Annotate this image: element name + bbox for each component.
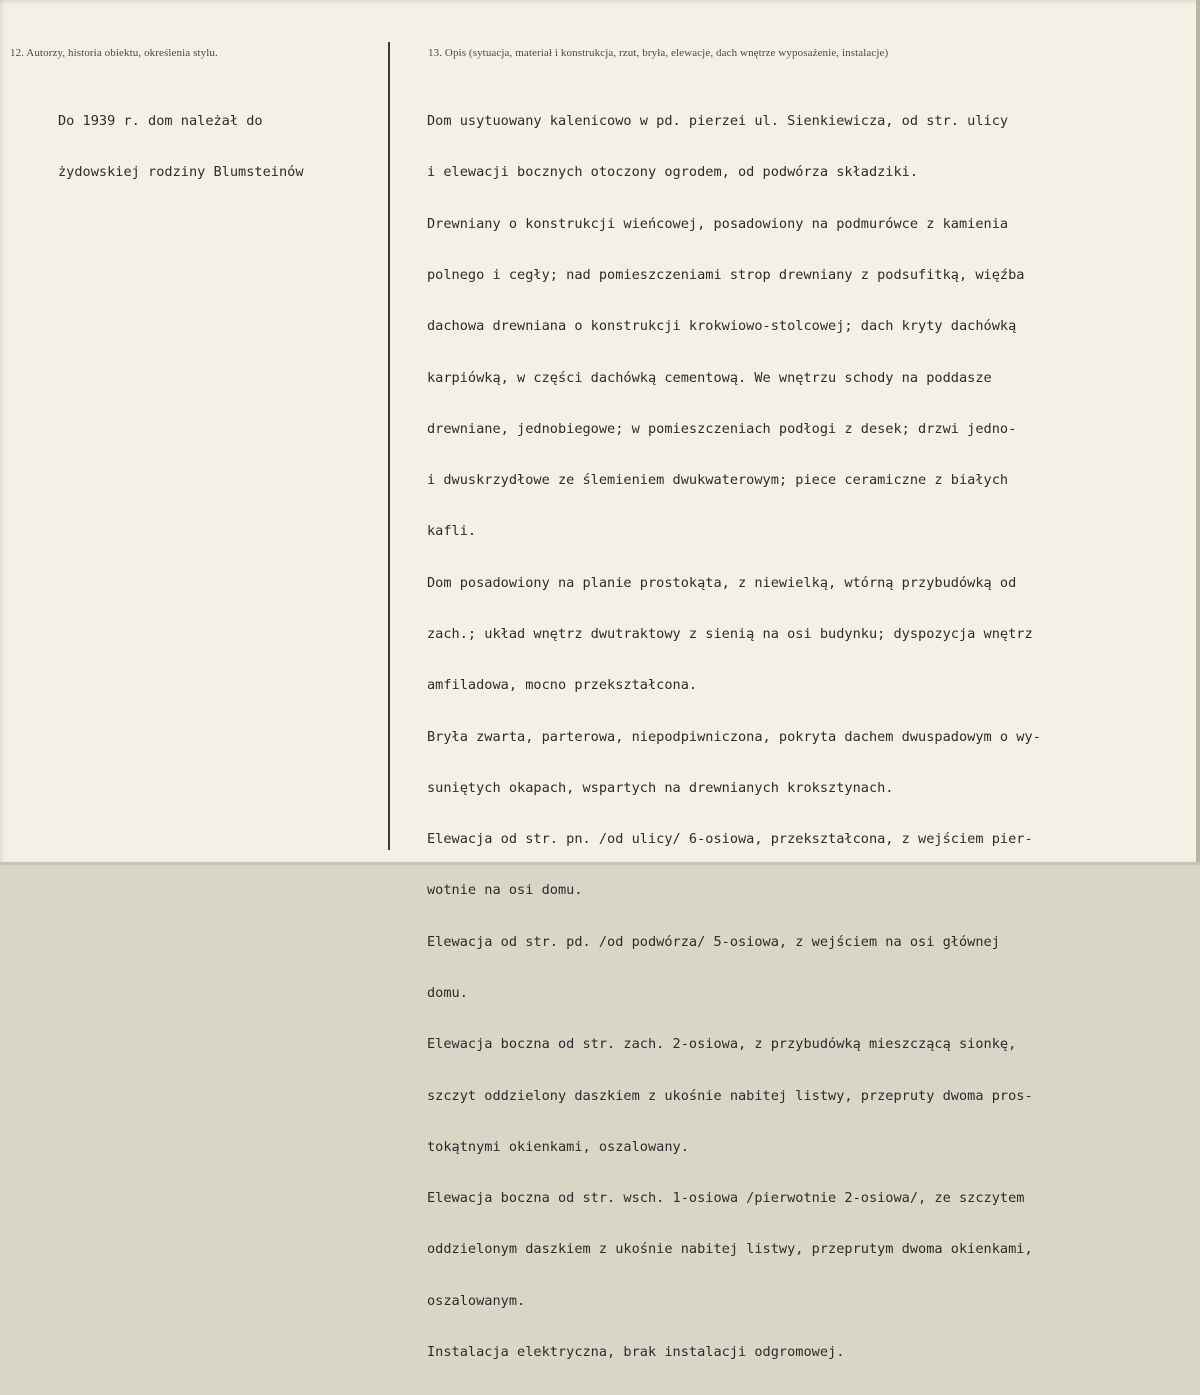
typed-line: Elewacja od str. pn. /od ulicy/ 6-osiowa, przekształcona, z wejściem pier- <box>427 831 1033 848</box>
typed-line: dachowa drewniana o konstrukcji krokwiowo-stolcowej; dach kryty dachówką <box>427 318 1017 335</box>
typed-line: szczyt oddzielony daszkiem z ukośnie nabitej listwy, przepruty dwoma pros- <box>427 1087 1033 1104</box>
typed-line: kafli. <box>427 523 477 540</box>
typed-line: domu. <box>427 984 468 1001</box>
typed-line: wotnie na osi domu. <box>427 882 583 899</box>
typed-line: karpiówką, w części dachówką cementową. We wnętrzu schody na poddasze <box>427 369 992 386</box>
column-divider <box>388 42 390 850</box>
typed-line: oszalowanym. <box>427 1292 526 1309</box>
typed-line: Instalacja elektryczna, brak instalacji odgromowej. <box>427 1343 845 1360</box>
typed-line: Drewniany o konstrukcji wieńcowej, posadowiony na podmurówce z kamienia <box>427 215 1009 232</box>
typed-line: i elewacji bocznych otoczony ogrodem, od podwórza składziki. <box>427 164 919 181</box>
typed-line: suniętych okapach, wspartych na drewnianych kroksztynach. <box>427 779 894 796</box>
card-edge-right <box>1196 0 1200 865</box>
typed-line: żydowskiej rodziny Blumsteinów <box>58 164 304 181</box>
typed-line: oddzielonym daszkiem z ukośnie nabitej listwy, przeprutym dwoma okienkami, <box>427 1241 1033 1258</box>
section-12-heading: 12. Autorzy, historia obiektu, określenia stylu. <box>10 47 218 59</box>
typed-line: i dwuskrzydłowe ze ślemieniem dwukwaterowym; piece ceramiczne z białych <box>427 472 1009 489</box>
typed-line: Do 1939 r. dom należał do <box>58 113 263 130</box>
typed-line: zach.; układ wnętrz dwutraktowy z sienią na osi budynku; dyspozycja wnętrz <box>427 626 1033 642</box>
typed-line: Elewacja boczna od str. wsch. 1-osiowa /pierwotnie 2-osiowa/, ze szczytem <box>427 1190 1025 1207</box>
section-12-typed-text <box>58 79 304 216</box>
typed-line: polnego i cegły; nad pomieszczeniami strop drewniany z podsufitką, więźba <box>427 267 1025 284</box>
typed-line: amfiladowa, mocno przekształcona. <box>427 677 698 694</box>
typed-line: drewniane, jednobiegowe; w pomieszczeniach podłogi z desek; drzwi jedno- <box>427 420 1017 437</box>
typed-line: Bryła zwarta, parterowa, niepodpiwniczona, pokryta dachem dwuspadowym o wy- <box>427 728 1041 745</box>
typed-line: Elewacja boczna od str. zach. 2-osiowa, z przybudówką mieszczącą sionkę, <box>427 1036 1017 1053</box>
typed-line: Dom posadowiony na planie prostokąta, z niewielką, wtórną przybudówką od <box>427 574 1017 591</box>
section-13-heading: 13. Opis (sytuacja, materiał i konstrukcja, rzut, bryła, elewacje, dach wnętrze wyposażenie, instalacje) <box>428 47 889 59</box>
typed-line: Dom usytuowany kalenicowo w pd. pierzei ul. Sienkiewicza, od str. ulicy <box>427 113 1009 130</box>
typed-line: Elewacja od str. pd. /od podwórza/ 5-osiowa, z wejściem na osi głównej <box>427 933 1000 950</box>
section-13-typed-text <box>427 79 1041 1395</box>
typed-line: tokątnymi okienkami, oszalowany. <box>427 1138 689 1155</box>
